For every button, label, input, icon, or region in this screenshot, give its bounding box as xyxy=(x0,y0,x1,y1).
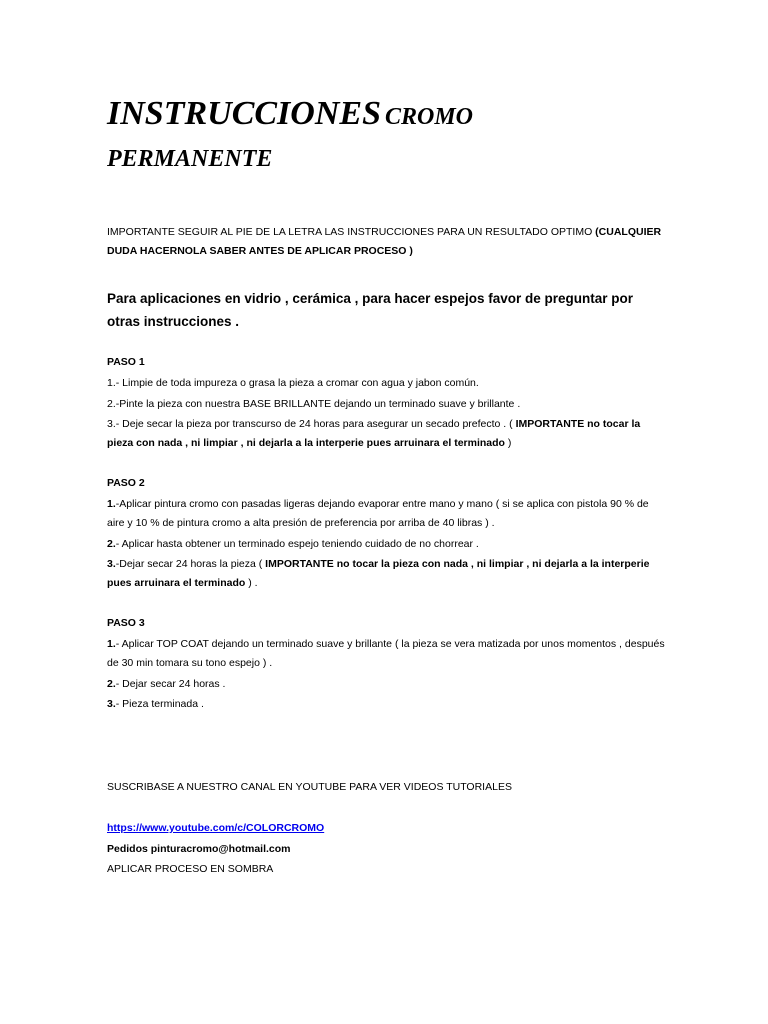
paso3-step3-text: - Pieza terminada . xyxy=(115,698,204,710)
paso2-heading: PASO 2 xyxy=(107,477,145,489)
paso3-step2-text: - Dejar secar 24 horas . xyxy=(115,678,226,690)
shade-note: APLICAR PROCESO EN SOMBRA xyxy=(107,863,274,875)
paso1-step2: 2.-Pinte la pieza con nuestra BASE BRILLANTE dejando un terminado suave y brillante . xyxy=(107,398,521,410)
paso2-step3 xyxy=(107,555,667,593)
orders-contact: Pedidos pinturacromo@hotmail.com xyxy=(107,843,291,855)
paso1-step3 xyxy=(107,415,667,453)
intro-paragraph: Para aplicaciones en vidrio , cerámica , para hacer espejos favor de preguntar por otras instrucciones . xyxy=(107,291,633,329)
paso1-step1: 1.- Limpie de toda impureza o grasa la pieza a cromar con agua y jabon común. xyxy=(107,377,479,389)
document-title xyxy=(107,92,667,174)
paso2-step1 xyxy=(107,495,667,533)
paso2-step1-num: 1. xyxy=(107,498,116,510)
paso2-step2 xyxy=(107,535,667,554)
paso3-step3 xyxy=(107,695,667,714)
youtube-link-line xyxy=(107,819,667,838)
paso1-step3-bold: IMPORTANTE no tocar la pieza con nada , ni limpiar , ni dejarla a la interperie pues arruinara el terminado xyxy=(107,418,641,449)
paso3-step2 xyxy=(107,675,667,694)
paso3-step1-text: - Aplicar TOP COAT dejando un terminado suave y brillante ( la pieza se vera matizada por unos momentos , después de 30 min tomara su tono espejo ) . xyxy=(107,638,665,669)
subscribe-text: SUSCRIBASE A NUESTRO CANAL EN YOUTUBE PARA VER VIDEOS TUTORIALES xyxy=(107,781,512,793)
paso3-step1 xyxy=(107,635,667,673)
paso2-step2-num: 2. xyxy=(107,538,116,550)
paso2-step3-bold: IMPORTANTE no tocar la pieza con nada , ni limpiar , ni dejarla a la interperie pues arruinara el terminado xyxy=(107,558,650,589)
paso3-step2-num: 2. xyxy=(107,678,116,690)
paso2-step3-end: ) . xyxy=(245,577,258,589)
paso3-heading: PASO 3 xyxy=(107,617,145,629)
important-notice-bold: (CUALQUIER DUDA HACERNOLA SABER ANTES DE APLICAR PROCESO ) xyxy=(107,226,662,257)
title-small: CROMO xyxy=(384,104,474,130)
paso3-step3-num: 3. xyxy=(107,698,116,710)
paso2-step1-text: -Aplicar pintura cromo con pasadas ligeras dejando evaporar entre mano y mano ( si se aplica con pistola 90 % de aire y 10 % de pintura cromo a alta presión de preferencia por arriba de 40 libras ) . xyxy=(107,498,649,529)
title-line-1 xyxy=(107,92,667,142)
important-notice-text: IMPORTANTE SEGUIR AL PIE DE LA LETRA LAS INSTRUCCIONES PARA UN RESULTADO OPTIMO xyxy=(107,226,596,238)
youtube-link[interactable]: https://www.youtube.com/c/COLORCROMO xyxy=(107,822,325,834)
paso2-step3-text: -Dejar secar 24 horas la pieza ( xyxy=(115,558,266,570)
important-notice xyxy=(107,223,667,261)
paso1-step3-end: ) xyxy=(504,437,512,449)
title-main: INSTRUCCIONES xyxy=(107,95,381,132)
paso1-step3-text: 3.- Deje secar la pieza por transcurso de 24 horas para asegurar un secado prefecto . ( xyxy=(107,418,516,430)
paso3-step1-num: 1. xyxy=(107,638,116,650)
title-line-2: PERMANENTE xyxy=(107,146,273,172)
paso2-step2-text: - Aplicar hasta obtener un terminado espejo teniendo cuidado de no chorrear . xyxy=(115,538,479,550)
paso1-heading: PASO 1 xyxy=(107,356,145,368)
paso2-step3-num: 3. xyxy=(107,558,116,570)
